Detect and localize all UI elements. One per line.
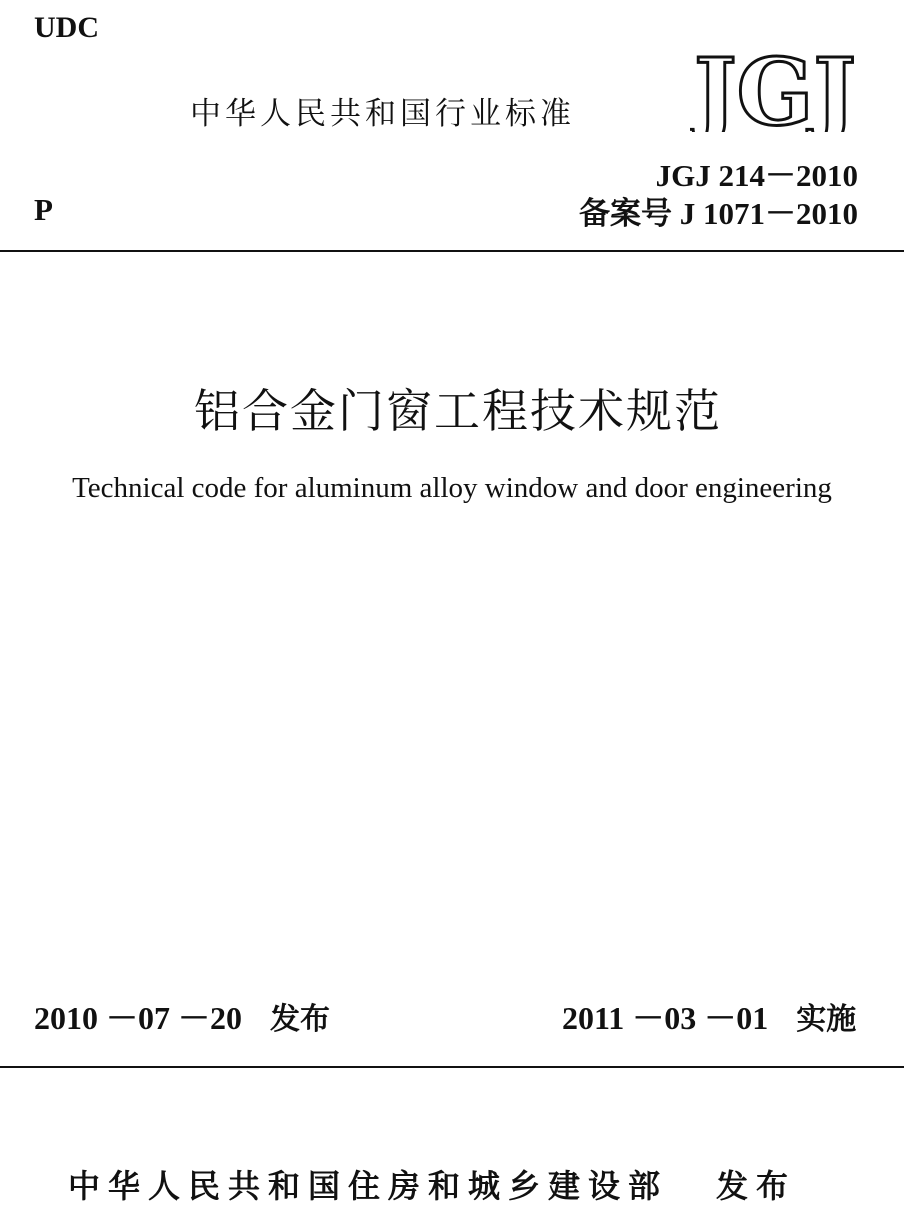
effective-date-line <box>562 998 856 1040</box>
standard-code: JGJ 214－2010 <box>655 158 858 193</box>
issuing-authority: 中华人民共和国住房和城乡建设部 <box>68 1167 669 1205</box>
svg-text:JGJ: JGJ <box>690 44 856 132</box>
document-title-english: Technical code for aluminum alloy window and door engineering <box>72 472 832 504</box>
record-number: 备案号 J 1071－2010 <box>579 196 858 231</box>
bottom-divider <box>0 1066 904 1068</box>
top-divider <box>0 250 904 252</box>
industry-standard-heading: 中华人民共和国行业标准 <box>190 96 575 132</box>
issuing-authority-line <box>68 1164 796 1208</box>
udc-label: UDC <box>34 11 99 44</box>
classification-label: P <box>34 192 53 227</box>
document-title-chinese: 铝合金门窗工程技术规范 <box>194 384 722 438</box>
jgj-logo <box>690 44 860 132</box>
effective-label: 实施 <box>796 1002 857 1037</box>
issuing-action: 发布 <box>716 1167 797 1205</box>
effective-date: 2011 －03 －01 <box>562 1000 769 1036</box>
issue-date: 2010 －07 －20 <box>34 1000 243 1036</box>
issue-label: 发布 <box>270 1002 331 1037</box>
issue-date-line <box>34 998 330 1040</box>
